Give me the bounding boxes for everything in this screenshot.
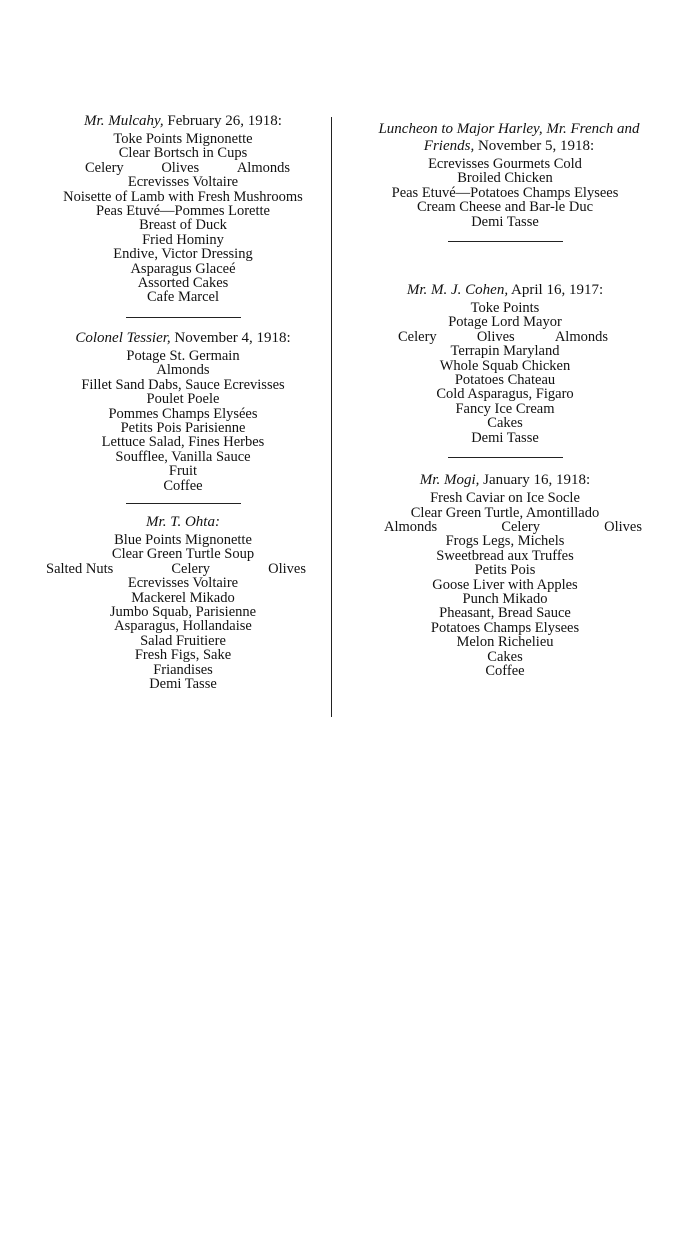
menu-item: Clear Green Turtle Soup	[111, 546, 255, 563]
menu-harley-french	[340, 121, 670, 229]
menu-item: Endive, Victor Dressing	[113, 246, 253, 263]
menu-item: Fresh Caviar on Ice Socle	[430, 490, 580, 507]
menu-item: Poulet Poele	[146, 391, 220, 408]
menu-item: Cakes	[487, 648, 523, 665]
menu-item: Punch Mikado	[462, 590, 548, 607]
menu-item: Peas Etuvé—Potatoes Champs Elysees	[391, 184, 619, 201]
menu-item: Demi Tasse	[471, 213, 539, 230]
menu-item: Fancy Ice Cream	[455, 400, 555, 417]
menu-item: Peas Etuvé—Pommes Lorette	[96, 203, 270, 220]
menu-item-row: Celery Olives Almonds	[85, 159, 290, 176]
menu-mulcahy	[38, 113, 328, 305]
menu-item-row: Celery Olives Almonds	[398, 328, 608, 345]
menu-item: Potage Lord Mayor	[448, 314, 562, 331]
menu-cohen	[340, 282, 670, 445]
menu-item: Almonds	[156, 362, 210, 379]
menu-heading: Luncheon to Major Harley, Mr. French and Friends, November 5, 1918:	[378, 121, 640, 154]
menu-item: Fillet Sand Dabs, Sauce Ecrevisses	[81, 376, 285, 393]
menu-item: Coffee	[485, 662, 525, 679]
menu-item: Demi Tasse	[471, 429, 539, 446]
menu-item: Broiled Chicken	[457, 170, 553, 187]
menu-item: Lettuce Salad, Fines Herbes	[101, 434, 265, 451]
menu-item: Demi Tasse	[149, 676, 217, 692]
menu-item: Fried Hominy	[142, 231, 224, 248]
menu-item: Pommes Champs Elysées	[108, 405, 258, 422]
menu-item-row: Salted Nuts Celery Olives	[46, 560, 306, 577]
menu-item: Sweetbread aux Truffes	[436, 547, 574, 564]
menu-item: Ecrevisses Voltaire	[127, 174, 239, 191]
menu-heading: Colonel Tessier, November 4, 1918:	[75, 329, 291, 346]
menu-item: Toke Points Mignonette	[113, 131, 253, 147]
section-rule	[126, 503, 241, 504]
menu-item: Blue Points Mignonette	[114, 531, 252, 548]
menu-item: Terrapin Maryland	[450, 343, 560, 360]
menu-item: Asparagus, Hollandaise	[114, 618, 252, 635]
menu-item: Salad Fruitiere	[140, 632, 226, 649]
menu-item: Petits Pois	[474, 562, 536, 579]
menu-item: Petits Pois Parisienne	[120, 419, 246, 436]
menu-item: Cold Asparagus, Figaro	[436, 386, 574, 403]
menu-heading: Mr. M. J. Cohen, April 16, 1917:	[406, 282, 604, 299]
menu-mogi	[340, 472, 670, 678]
menu-item: Breast of Duck	[139, 217, 227, 234]
menu-item: Mackerel Mikado	[131, 589, 235, 606]
menu-item: Cafe Marcel	[146, 289, 220, 306]
menu-item: Soufflee, Vanilla Sauce	[115, 448, 251, 465]
column-divider	[331, 117, 332, 717]
section-rule	[448, 457, 563, 458]
left-column	[38, 0, 328, 691]
menu-item: Fresh Figs, Sake	[134, 647, 232, 664]
menu-item: Assorted Cakes	[137, 275, 229, 292]
menu-item: Toke Points	[470, 300, 540, 317]
menu-item: Whole Squab Chicken	[439, 357, 571, 374]
menu-item: Cream Cheese and Bar-le Duc	[416, 199, 594, 216]
menu-heading: Mr. Mulcahy, February 26, 1918:	[84, 113, 282, 129]
menu-item: Ecrevisses Voltaire	[127, 575, 239, 592]
menu-item: Melon Richelieu	[456, 634, 554, 651]
menu-tessier	[38, 330, 328, 493]
menu-item: Potage St. Germain	[126, 347, 240, 364]
menu-item: Noisette of Lamb with Fresh Mushrooms	[63, 188, 303, 205]
menu-item: Clear Bortsch in Cups	[118, 145, 248, 162]
menu-item: Clear Green Turtle, Amontillado	[410, 504, 600, 521]
menu-item: Goose Liver with Apples	[432, 576, 578, 593]
menu-item-row: Almonds Celery Olives	[384, 518, 642, 535]
right-column	[340, 0, 670, 678]
section-rule	[448, 241, 563, 242]
menu-ohta	[38, 514, 328, 691]
menu-item: Pheasant, Bread Sauce	[439, 605, 571, 622]
menu-item: Potatoes Chateau	[454, 372, 556, 389]
section-rule	[126, 317, 241, 318]
menu-item: Potatoes Champs Elysees	[430, 619, 580, 636]
menu-heading: Mr. Mogi, January 16, 1918:	[419, 472, 591, 489]
menu-item: Asparagus Glaceé	[130, 260, 236, 277]
menu-item: Fruit	[168, 463, 198, 480]
menu-item: Jumbo Squab, Parisienne	[109, 603, 257, 620]
menu-heading: Mr. T. Ohta:	[146, 513, 220, 530]
menu-item: Cakes	[487, 415, 523, 432]
menu-item: Ecrevisses Gourmets Cold	[428, 156, 582, 172]
menu-item: Coffee	[163, 477, 203, 494]
menu-item: Friandises	[153, 661, 213, 678]
menu-item: Frogs Legs, Michels	[445, 533, 565, 550]
